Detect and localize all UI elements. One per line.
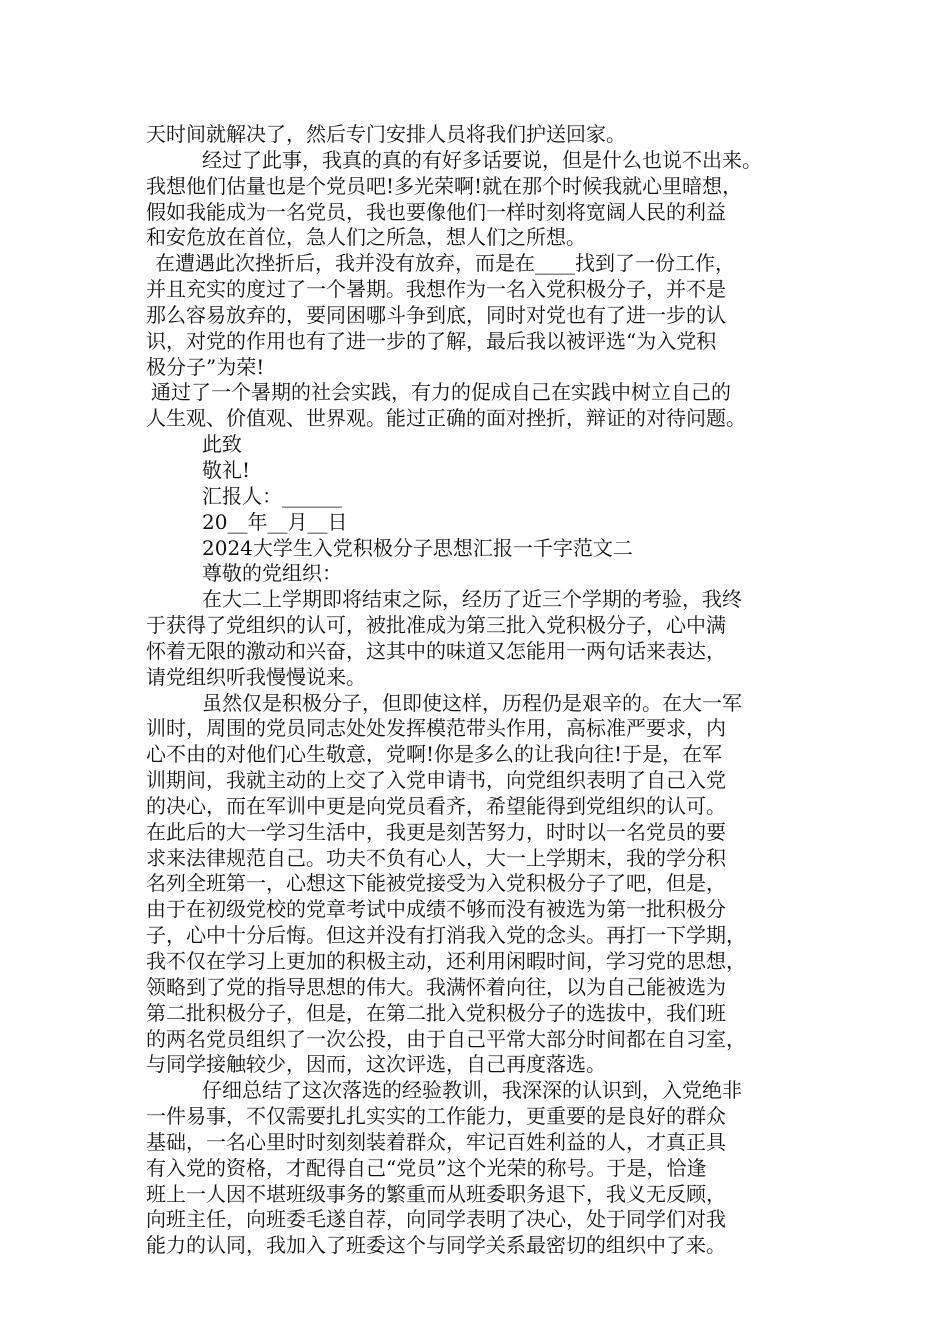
text-line: 虽然仅是积极分子，但即使这样，历程仍是艰辛的。在大一军 [202,690,742,715]
text-line: 通过了一个暑期的社会实践，有力的促成自己在实践中树立自己的 [151,380,731,405]
text-line: 那么容易放弃的，要同困哪斗争到底，同时对党也有了进一步的认 [146,302,726,327]
text-line: 训期间，我就主动的上交了入党申请书，向党组织表明了自己入党 [146,768,726,793]
closing-regards: 敬礼! [202,457,251,482]
text-line: 有入党的资格，才配得自己“党员”这个光荣的称号。于是，恰逢 [146,1155,707,1180]
text-line: 经过了此事，我真的真的有好多话要说，但是什么也说不出来。 [202,147,762,172]
text-line: 在遭遇此次挫折后，我并没有放弃，而是在____找到了一份工作， [155,251,735,276]
text-line: 能力的认同，我加入了班委这个与同学关系最密切的组织中了来。 [146,1233,726,1258]
section-title: 2024大学生入党积极分子思想汇报一千字范文二 [202,535,633,560]
text-line: 怀着无限的激动和兴奋，这其中的味道又怎能用一两句话来表达， [146,638,726,663]
text-line: 由于在初级党校的党章考试中成绩不够而没有被选为第一批积极分 [146,897,726,922]
text-line: 的两名党员组织了一次公投，由于自己平常大部分时间都在自习室， [146,1026,746,1051]
text-line: 在此后的大一学习生活中，我更是刻苦努力，时时以一名党员的要 [146,819,726,844]
document-body [146,122,816,1259]
closing-salutation: 此致 [202,432,242,457]
text-line: 一件易事，不仅需要扎扎实实的工作能力，更重要的是良好的群众 [146,1104,726,1129]
text-line: 极分子”为荣! [146,354,265,379]
text-line: 心不由的对他们心生敬意，党啊!你是多么的让我向往!于是，在军 [146,742,723,767]
text-line: 于获得了党组织的认可，被批准成为第三批入党积极分子，心中满 [146,613,726,638]
text-line: 第二批积极分子，但是，在第二批入党积极分子的选拔中，我们班 [146,1000,726,1025]
text-line: 名列全班第一，心想这下能被党接受为入党积极分子了吧，但是， [146,871,726,896]
text-line: 训时，周围的党员同志处处发挥模范带头作用，高标准严要求，内 [146,716,726,741]
text-line: 假如我能成为一名党员，我也要像他们一样时刻将宽阔人民的利益 [146,199,726,224]
text-line: 识，对党的作用也有了进一步的了解，最后我以被评选“为入党积 [146,328,717,353]
salutation: 尊敬的党组织： [202,561,342,586]
text-line: 我想他们估量也是个党员吧!多光荣啊!就在那个时候我就心里暗想， [146,173,743,198]
text-line: 与同学接触较少，因而，这次评选，自己再度落选。 [146,1052,606,1077]
text-line: 的决心，而在军训中更是向党员看齐，希望能得到党组织的认可。 [146,793,726,818]
text-line: 请党组织听我慢慢说来。 [146,664,366,689]
date-field: 20__年__月__日 [202,509,348,534]
text-line: 基础，一名心里时时刻刻装着群众，牢记百姓利益的人，才真正具 [146,1129,726,1154]
text-line: 在大二上学期即将结束之际，经历了近三个学期的考验，我终 [202,587,742,612]
text-line: 仔细总结了这次落选的经验教训，我深深的认识到，入党绝非 [202,1078,742,1103]
text-line: 子，心中十分后悔。但这并没有打消我入党的念头。再打一下学期， [146,923,746,948]
text-line: 我不仅在学习上更加的积极主动，还利用闲暇时间，学习党的思想， [146,949,746,973]
text-line: 人生观、价值观、世界观。能过正确的面对挫折，辩证的对待问题。 [146,406,746,431]
text-line: 向班主任，向班委毛遂自荐，向同学表明了决心，处于同学们对我 [146,1207,726,1232]
text-line: 求来法律规范自己。功夫不负有心人，大一上学期末，我的学分积 [146,845,726,870]
text-line: 并且充实的度过了一个暑期。我想作为一名入党积极分子，并不是 [146,277,726,302]
text-line: 和安危放在首位，急人们之所急，想人们之所想。 [146,225,586,250]
text-line: 班上一人因不堪班级事务的繁重而从班委职务退下，我义无反顾， [146,1181,726,1206]
text-line: 天时间就解决了，然后专门安排人员将我们护送回家。 [146,122,626,146]
text-line: 领略到了党的指导思想的伟大。我满怀着向往，以为自己能被选为 [146,974,726,999]
reporter-field: 汇报人：______ [202,483,342,508]
